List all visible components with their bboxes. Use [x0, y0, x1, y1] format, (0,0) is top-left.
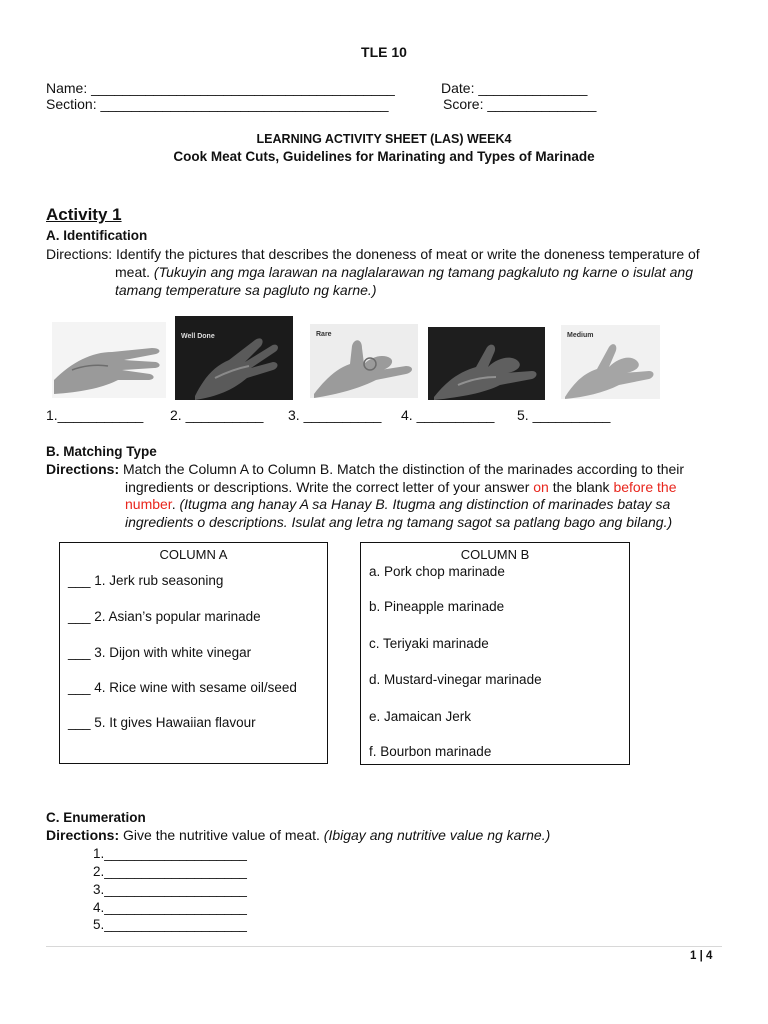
- column-a-item-4[interactable]: ___ 4. Rice wine with sesame oil/seed: [68, 680, 297, 695]
- part-b-directions-3: [125, 496, 735, 513]
- activity-heading: Activity 1: [46, 205, 122, 224]
- directions-translation: (Ibigay ang nutritive value ng karne.): [323, 827, 551, 843]
- directions-text: Identify the pictures that describes the doneness of meat or write the doneness temperature of: [116, 246, 700, 262]
- directions-text: the blank: [548, 479, 614, 495]
- part-b-directions: [46, 461, 736, 478]
- hand-photo-2: [175, 316, 293, 400]
- answer-blank-3[interactable]: 3. __________: [288, 407, 382, 423]
- directions-emphasis: before the: [613, 479, 677, 495]
- directions-text: .: [171, 496, 180, 512]
- hand-photo-5: [561, 325, 660, 399]
- column-b-item-a: a. Pork chop marinade: [369, 564, 505, 579]
- part-c-directions: [46, 827, 736, 844]
- part-a-heading: A. Identification: [46, 228, 148, 243]
- enumeration-blank-3[interactable]: 3.___________________: [93, 882, 247, 897]
- enumeration-blank-5[interactable]: 5.___________________: [93, 917, 247, 932]
- name-field[interactable]: Name: _______________________________________: [46, 80, 395, 96]
- directions-translation: (Tukuyin ang mga larawan na naglalarawan ng tamang pagkaluto ng karne o isulat ang: [153, 264, 693, 280]
- answer-blank-1[interactable]: 1.___________: [46, 407, 144, 423]
- page-number: 1 | 4: [690, 950, 713, 962]
- directions-text: ingredients or descriptions. Write the correct letter of your answer: [125, 479, 534, 495]
- column-b-item-c: c. Teriyaki marinade: [369, 636, 489, 651]
- column-a-box: [59, 542, 328, 764]
- hand-photo-4: [428, 327, 545, 400]
- part-a-directions-2: [115, 264, 735, 281]
- las-title: LEARNING ACTIVITY SHEET (LAS) WEEK4: [256, 132, 512, 146]
- answer-blank-5[interactable]: 5. __________: [517, 407, 611, 423]
- answer-blank-2[interactable]: 2. __________: [170, 407, 264, 423]
- enumeration-blank-2[interactable]: 2.___________________: [93, 864, 247, 879]
- enumeration-blank-1[interactable]: 1.___________________: [93, 846, 247, 861]
- column-b-box: [360, 542, 630, 765]
- directions-translation: (Itugma ang hanay A sa Hanay B. Itugma ang distinction of marinades batay sa: [179, 496, 671, 512]
- directions-text: Match the Column A to Column B. Match the distinction of the marinades according to their: [119, 461, 685, 477]
- las-subtitle: Cook Meat Cuts, Guidelines for Marinating and Types of Marinade: [173, 149, 595, 164]
- column-a-item-3[interactable]: ___ 3. Dijon with white vinegar: [68, 645, 252, 660]
- photo-label-rare: Rare: [316, 331, 332, 338]
- hand-photo-3: [310, 324, 418, 398]
- photo-label-well-done: Well Done: [181, 333, 215, 340]
- subject-title: TLE 10: [361, 44, 407, 60]
- part-b-heading: B. Matching Type: [46, 444, 157, 459]
- directions-label: Directions:: [46, 827, 120, 843]
- column-a-item-2[interactable]: ___ 2. Asian’s popular marinade: [68, 609, 261, 624]
- directions-text: meat.: [115, 264, 154, 280]
- column-a-title: COLUMN A: [159, 547, 228, 562]
- column-b-item-f: f. Bourbon marinade: [369, 744, 492, 759]
- part-a-directions: [46, 246, 736, 263]
- directions-emphasis: on: [533, 479, 549, 495]
- part-b-directions-4: ingredients o descriptions. Isulat ang letra ng tamang sagot sa patlang bago ang bilang.): [125, 514, 673, 530]
- column-a-item-5[interactable]: ___ 5. It gives Hawaiian flavour: [68, 715, 256, 730]
- column-b-item-e: e. Jamaican Jerk: [369, 709, 472, 724]
- enumeration-blank-4[interactable]: 4.___________________: [93, 900, 247, 915]
- date-field[interactable]: Date: ______________: [441, 80, 588, 96]
- answer-blank-4[interactable]: 4. __________: [401, 407, 495, 423]
- column-a-item-1[interactable]: ___ 1. Jerk rub seasoning: [68, 573, 224, 588]
- score-field[interactable]: Score: ______________: [443, 96, 597, 112]
- column-b-title: COLUMN B: [460, 547, 530, 562]
- photo-label-medium: Medium: [567, 332, 594, 339]
- hand-photo-1: [52, 322, 166, 398]
- part-a-directions-3: tamang temperature sa pagluto ng karne.): [115, 282, 377, 298]
- part-c-heading: C. Enumeration: [46, 810, 146, 825]
- section-field[interactable]: Section: _____________________________________: [46, 96, 389, 112]
- footer-divider: [46, 946, 722, 947]
- directions-label: Directions:: [46, 246, 117, 262]
- directions-label: Directions:: [46, 461, 120, 477]
- part-b-directions-2: [125, 479, 735, 496]
- column-b-item-b: b. Pineapple marinade: [369, 599, 505, 614]
- column-b-item-d: d. Mustard-vinegar marinade: [369, 672, 542, 687]
- directions-emphasis: number: [125, 496, 172, 512]
- directions-text: Give the nutritive value of meat.: [119, 827, 324, 843]
